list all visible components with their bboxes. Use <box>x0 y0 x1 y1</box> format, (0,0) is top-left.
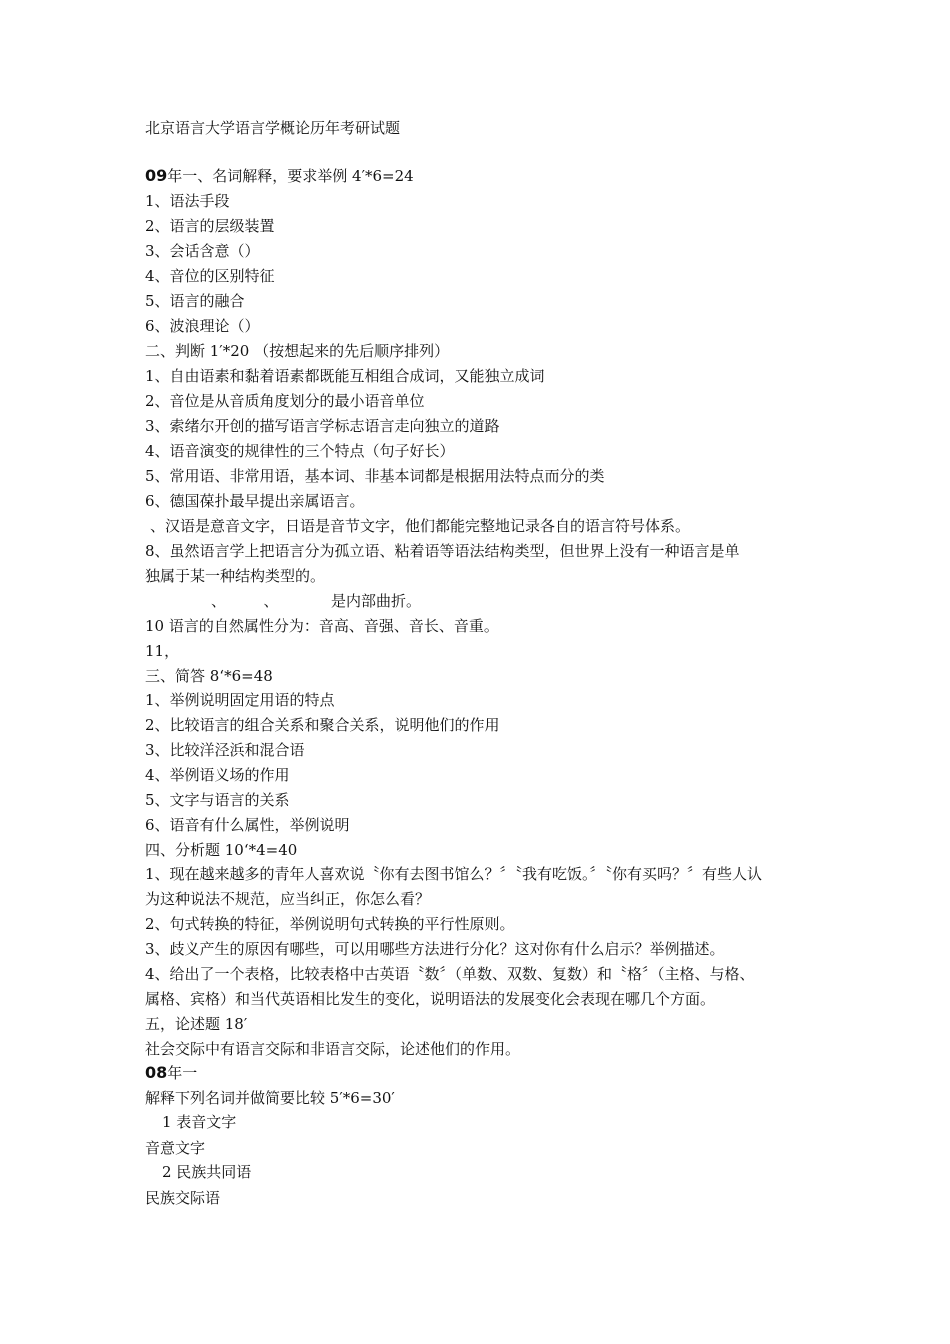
list-item-continuation: 属格、宾格）和当代英语相比发生的变化，说明语法的发展变化会表现在哪几个方面。 <box>145 990 716 1008</box>
list-item: 2 民族共同语 <box>162 1163 252 1181</box>
section-09-heading-text: 年一、名词解释，要求举例 4′*6=24 <box>167 167 414 185</box>
section-3-heading: 三、简答 8‘*6=48 <box>145 667 273 685</box>
list-item: 3、会话含意（） <box>145 242 260 260</box>
list-item: 民族交际语 <box>145 1189 221 1207</box>
section-5-heading: 五，论述题 18′ <box>145 1015 248 1033</box>
list-item-continuation: 为这种说法不规范，应当纠正，你怎么看？ <box>145 890 431 908</box>
list-item: 5、语言的融合 <box>145 292 245 310</box>
list-item: 11， <box>145 642 180 660</box>
list-item: 4、举例语义场的作用 <box>145 766 290 784</box>
section-08-heading-text: 年一 <box>167 1064 198 1082</box>
list-item: 2、句式转换的特征，举例说明句式转换的平行性原则。 <box>145 915 515 933</box>
list-item: 1 表音文字 <box>162 1113 237 1131</box>
list-item: 4、给出了一个表格，比较表格中古英语〝数〞（单数、双数、复数）和〝格〞（主格、与格、 <box>145 965 755 983</box>
list-item: 、 、 是内部曲折。 <box>211 592 422 610</box>
section-2-heading: 二、判断 1′*20 （按想起来的先后顺序排列） <box>145 342 450 360</box>
list-item: 1、举例说明固定用语的特点 <box>145 691 335 709</box>
year-09-label: 09 <box>145 166 168 185</box>
list-item: 2、比较语言的组合关系和聚合关系，说明他们的作用 <box>145 716 500 734</box>
list-item: 3、索绪尔开创的描写语言学标志语言走向独立的道路 <box>145 417 500 435</box>
list-item: 4、语音演变的规律性的三个特点（句子好长） <box>145 442 455 460</box>
list-item: 1、语法手段 <box>145 192 230 210</box>
list-item: 10 语言的自然属性分为：音高、音强、音长、音重。 <box>145 617 499 635</box>
section-4-heading: 四、分析题 10‘*4=40 <box>145 841 298 859</box>
list-item: 4、音位的区别特征 <box>145 267 275 285</box>
document-title: 北京语言大学语言学概论历年考研试题 <box>145 119 401 137</box>
list-item: 1、自由语素和黏着语素都既能互相组合成词，又能独立成词 <box>145 367 545 385</box>
list-item: 2、音位是从音质角度划分的最小语音单位 <box>145 392 425 410</box>
section-08-heading <box>145 1063 197 1083</box>
section-09-heading <box>145 166 414 186</box>
list-item: 6、波浪理论（） <box>145 317 260 335</box>
list-item: 5、常用语、非常用语，基本词、非基本词都是根据用法特点而分的类 <box>145 467 605 485</box>
list-item: 3、歧义产生的原因有哪些，可以用哪些方法进行分化？这对你有什么启示？举例描述。 <box>145 940 725 958</box>
list-item: 、汉语是意音文字，日语是音节文字，他们都能完整地记录各自的语言符号体系。 <box>150 517 691 535</box>
list-item: 社会交际中有语言交际和非语言交际，论述他们的作用。 <box>145 1040 521 1058</box>
list-item: 3、比较洋泾浜和混合语 <box>145 741 305 759</box>
year-08-label: 08 <box>145 1063 168 1082</box>
list-item: 2、语言的层级装置 <box>145 217 275 235</box>
list-item: 6、德国葆扑最早提出亲属语言。 <box>145 492 365 510</box>
section-08-instruction: 解释下列名词并做简要比较 5′*6=30′ <box>145 1089 395 1107</box>
list-item-continuation: 独属于某一种结构类型的。 <box>145 567 326 585</box>
list-item: 6、语音有什么属性，举例说明 <box>145 816 350 834</box>
list-item: 1、现在越来越多的青年人喜欢说〝你有去图书馆么？〞〝我有吃饭。〞〝你有买吗？〞有些人认 <box>145 865 763 883</box>
list-item: 音意文字 <box>145 1139 206 1157</box>
list-item: 5、文字与语言的关系 <box>145 791 290 809</box>
list-item: 8、虽然语言学上把语言分为孤立语、粘着语等语法结构类型，但世界上没有一种语言是单 <box>145 542 740 560</box>
